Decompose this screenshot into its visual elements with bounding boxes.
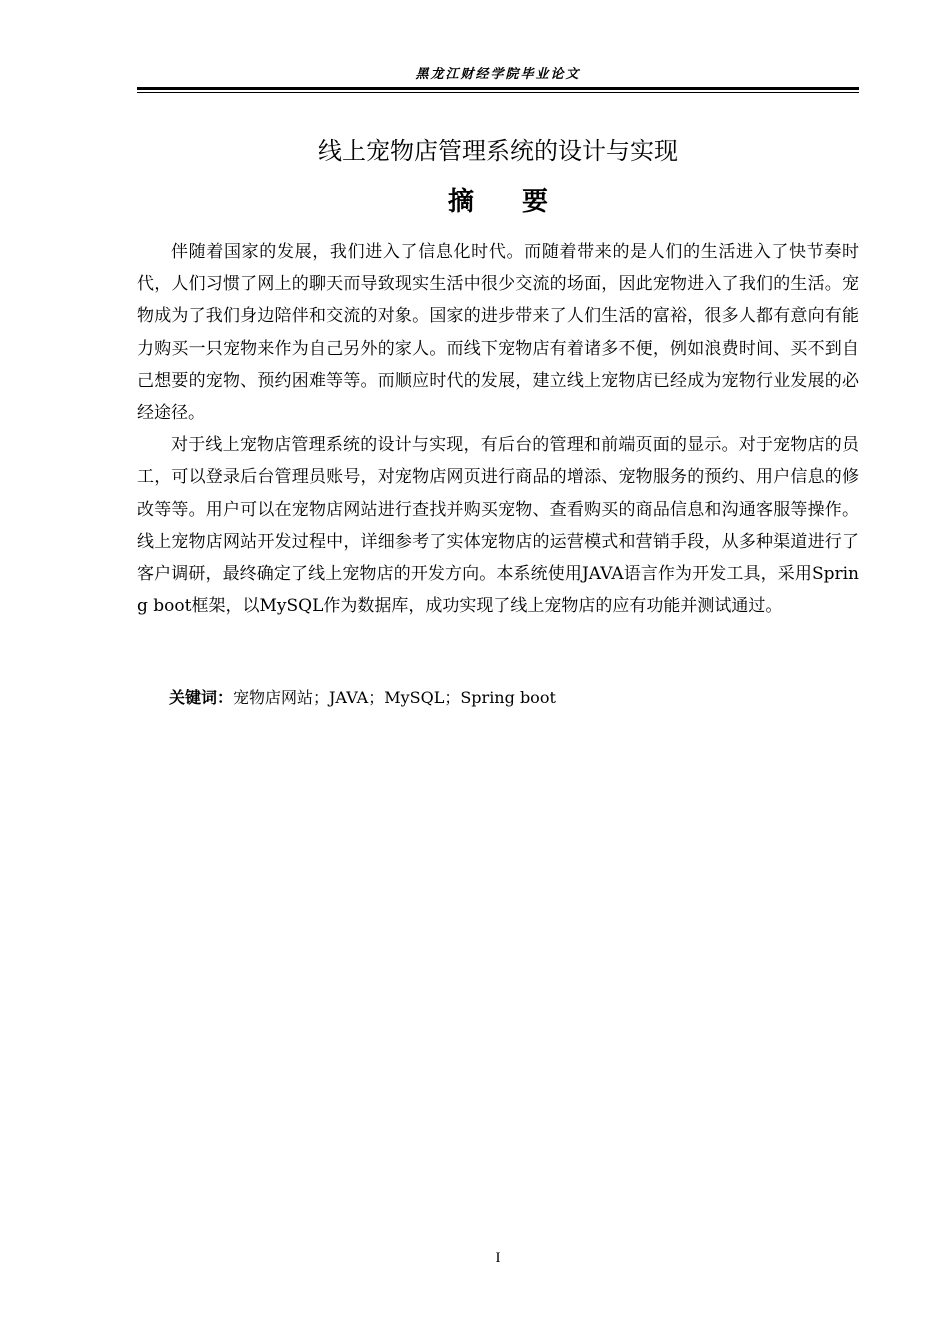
keywords-line [137, 684, 859, 712]
abstract-paragraph-2: 对于线上宠物店管理系统的设计与实现，有后台的管理和前端页面的显示。对于宠物店的员工，可以登录后台管理员账号，对宠物店网页进行商品的增添、宠物服务的预约、用户信息的修改等等。用户可以在宠物店网站进行查找并购买宠物、查看购买的商品信息和沟通客服等操作。线上宠物店网站开发过程中，详细参考了实体宠物店的运营模式和营销手段，从多种渠道进行了客户调研，最终确定了线上宠物店的开发方向。本系统使用JAVA语言作为开发工具，采用Spring boot框架，以MySQL作为数据库，成功实现了线上宠物店的应有功能并测试通过。 [137, 435, 859, 617]
header-rule-thick [137, 87, 859, 90]
header-rule-thin [137, 92, 859, 93]
abstract-body [137, 236, 859, 622]
running-header: 黑龙江财经学院毕业论文 [415, 67, 581, 82]
page-number: I [495, 1250, 501, 1266]
abstract-heading: 摘要 [447, 187, 596, 217]
keywords-value: 宠物店网站；JAVA；MySQL；Spring boot [233, 688, 556, 707]
document-title: 线上宠物店管理系统的设计与实现 [318, 137, 678, 165]
keywords-label: 关键词： [169, 688, 234, 707]
abstract-paragraph-1: 伴随着国家的发展，我们进入了信息化时代。而随着带来的是人们的生活进入了快节奏时代，人们习惯了网上的聊天而导致现实生活中很少交流的场面，因此宠物进入了我们的生活。宠物成为了我们身边陪伴和交流的对象。国家的进步带来了人们生活的富裕，很多人都有意向有能力购买一只宠物来作为自己另外的家人。而线下宠物店有着诸多不便，例如浪费时间、买不到自己想要的宠物、预约困难等等。而顺应时代的发展，建立线上宠物店已经成为宠物行业发展的必经途径。 [137, 242, 859, 424]
